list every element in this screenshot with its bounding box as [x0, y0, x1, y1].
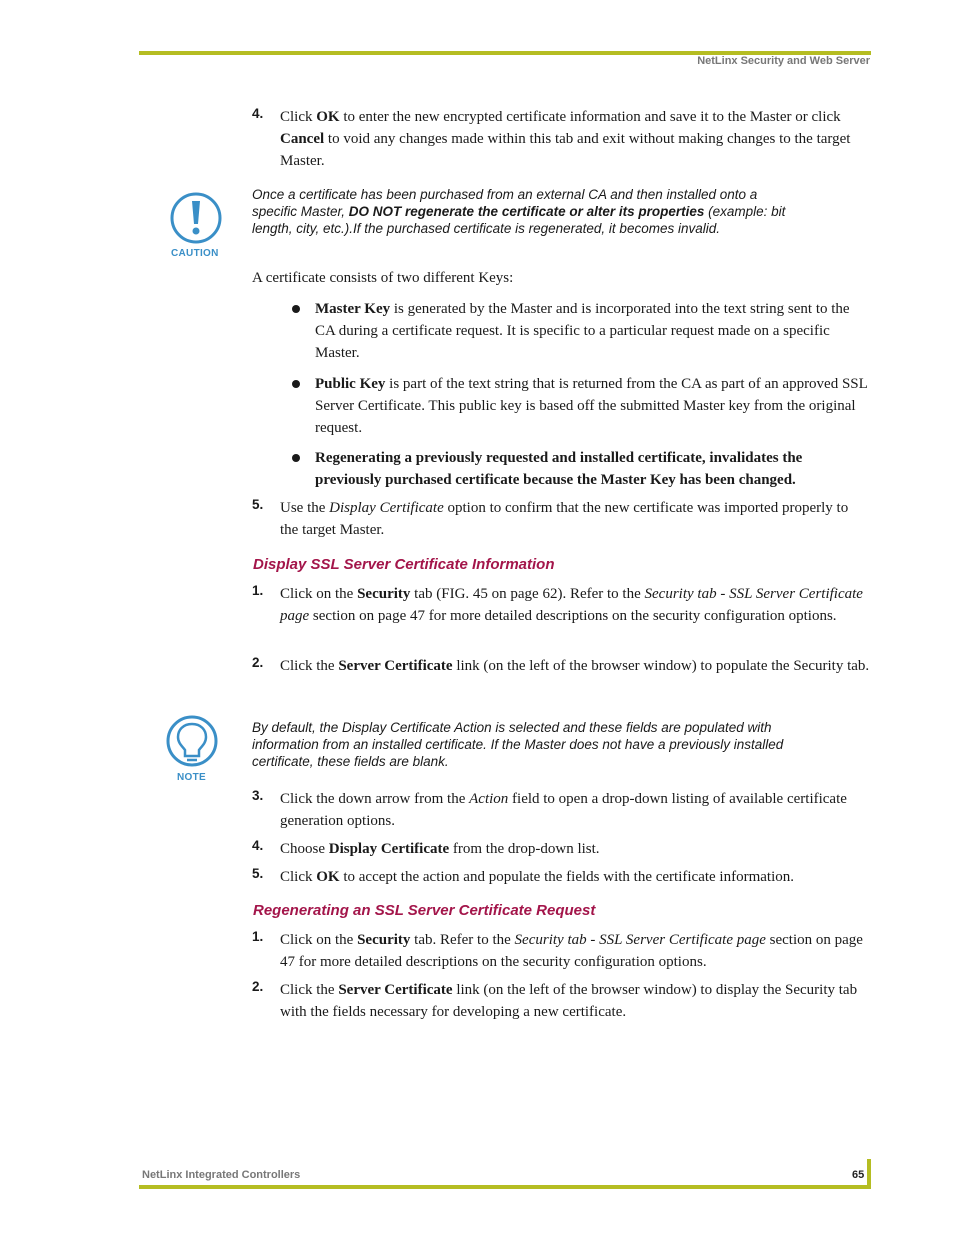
caution-icon — [169, 191, 223, 245]
page-number: 65 — [852, 1169, 865, 1181]
step-number: 2. — [252, 655, 264, 670]
footer-rule — [139, 1185, 871, 1189]
caution-label: CAUTION — [171, 248, 219, 259]
note-label: NOTE — [177, 772, 206, 783]
keys-intro: A certificate consists of two different Keys: — [252, 270, 514, 286]
step-item — [252, 583, 870, 627]
step-number: 2. — [252, 979, 264, 994]
step-text: Click OK to accept the action and populate the fields with the certificate information. — [280, 869, 795, 885]
step-item — [252, 497, 870, 541]
step-item — [252, 655, 870, 677]
bullet-icon — [292, 380, 300, 388]
step-text: Click the down arrow from the Action field to open a drop-down listing of available certificate generation options. — [280, 791, 847, 829]
section-heading: Display SSL Server Certificate Information — [253, 556, 555, 573]
footer-page-rule — [867, 1159, 871, 1189]
bullet-icon — [292, 454, 300, 462]
step-number: 4. — [252, 106, 264, 121]
step-number: 1. — [252, 929, 264, 944]
running-footer: NetLinx Integrated Controllers — [142, 1169, 301, 1181]
step-text: Click on the Security tab (FIG. 45 on page 62). Refer to the Security tab - SSL Server Certificate page section on page 47 for more detailed descriptions on the security configuration options. — [280, 586, 863, 624]
step-item — [252, 788, 870, 832]
step-number: 5. — [252, 497, 264, 512]
step-text: Click OK to enter the new encrypted certificate information and save it to the Master or click Cancel to void any changes made within this tab and exit without making changes to the target Master. — [280, 109, 851, 169]
caution-text: Once a certificate has been purchased from an external CA and then installed onto a specific Master, DO NOT regenerate the certificate or alter its properties (example: bit length, city, etc.).If the purchased certificate is regenerated, it becomes invalid. — [252, 187, 786, 236]
step-item — [252, 838, 870, 860]
step-text: Click the Server Certificate link (on the left of the browser window) to populate the Security tab. — [280, 658, 870, 674]
step-number: 4. — [252, 838, 264, 853]
step-text: Click on the Security tab. Refer to the Security tab - SSL Server Certificate page section on page 47 for more detailed descriptions on the security configuration options. — [280, 932, 863, 970]
step-number: 1. — [252, 583, 264, 598]
running-header: NetLinx Security and Web Server — [697, 55, 870, 67]
step-item — [252, 929, 870, 973]
step-number: 5. — [252, 866, 264, 881]
section-heading: Regenerating an SSL Server Certificate Request — [253, 902, 596, 919]
list-item: Regenerating a previously requested and installed certificate, invalidates the previously purchased certificate because the Master Key has been changed. — [291, 447, 870, 491]
note-text: By default, the Display Certificate Action is selected and these fields are populated with information from an installed certificate. If the Master does not have a previously installed certificate, these fields are blank. — [252, 720, 784, 769]
step-text: Click the Server Certificate link (on the left of the browser window) to display the Security tab with the fields necessary for developing a new certificate. — [280, 982, 858, 1020]
step-text: Use the Display Certificate option to confirm that the new certificate was imported properly to the target Master. — [280, 500, 849, 538]
step-item — [252, 866, 870, 888]
list-item: Master Key is generated by the Master and is incorporated into the text string sent to the CA during a certificate request. It is specific to a particular request made on a specific Master. — [291, 298, 870, 364]
list-item: Public Key is part of the text string that is returned from the CA as part of an approved SSL Server Certificate. This public key is based off the submitted Master key from the original request. — [291, 373, 870, 439]
step-item — [252, 106, 870, 172]
step-number: 3. — [252, 788, 264, 803]
bullet-icon — [292, 305, 300, 313]
note-lightbulb-icon — [166, 715, 218, 771]
step-text: Choose Display Certificate from the drop-down list. — [280, 841, 600, 857]
step-item — [252, 979, 870, 1023]
